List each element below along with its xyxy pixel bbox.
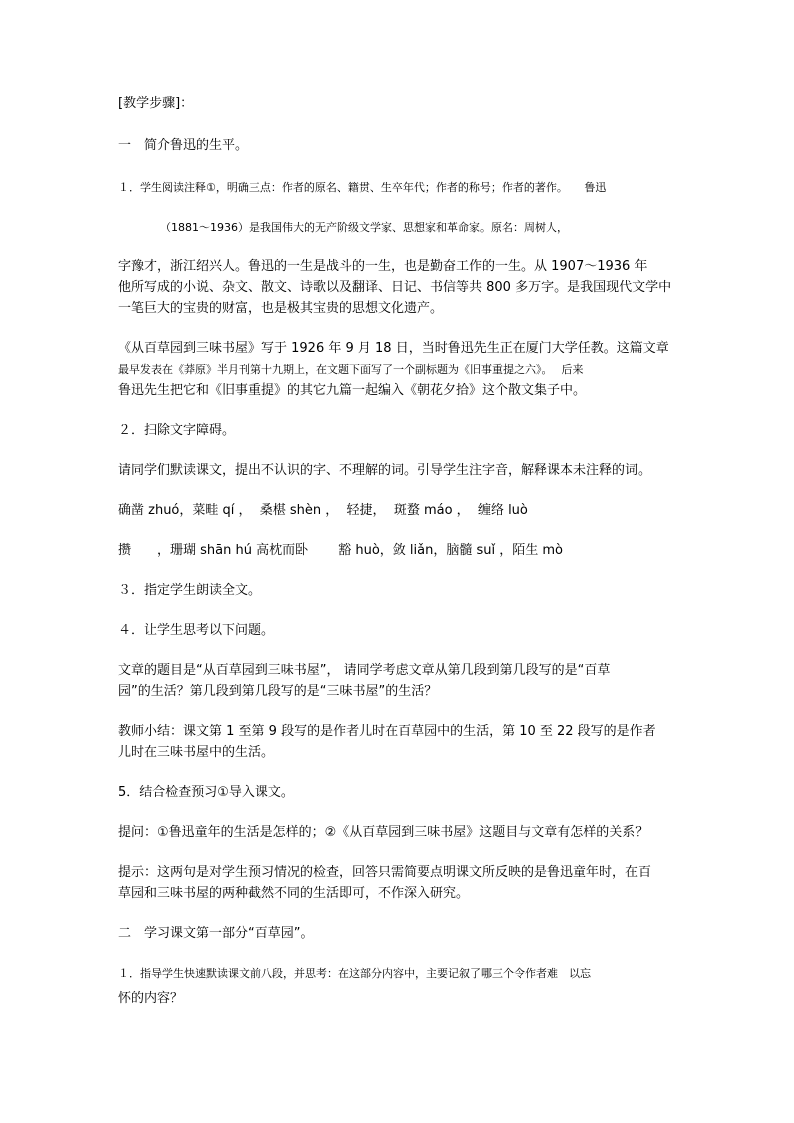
vocabulary-line: 攒 ，珊瑚 shān hú 高枕而卧 豁 huò，敛 liǎn，脑髓 suǐ ，陌生 mò (118, 543, 563, 558)
paragraph-line: 提示：这两句是对学生预习情况的检查，回答只需简要点明课文所反映的是鲁迅童年时，在百 (118, 865, 652, 880)
paragraph-line: 草园和三味书屋的两种截然不同的生活即可，不作深入研究。 (118, 886, 470, 901)
paragraph-line: 《从百草园到三味书屋》写于 1926 年 9 月 18 日，当时鲁迅先生正在厦门大学任教。这篇文章 (118, 341, 669, 356)
paragraph-line: 请同学们默读课文，提出不认识的字、不理解的词。引导学生注字音，解释课本未注释的词。 (118, 463, 652, 478)
paragraph-line: 园”的生活？第几段到第几段写的是“三味书屋”的生活？ (118, 684, 438, 699)
paragraph-line: 字豫才，浙江绍兴人。鲁迅的一生是战斗的一生，也是勤奋工作的一生。从 1907～1936 年 (118, 259, 648, 274)
subheading: ３．指定学生朗读全文。 (118, 583, 262, 598)
subheading: ２．扫除文字障碍。 (118, 423, 236, 438)
section-heading-steps: [教学步骤]： (118, 96, 194, 111)
paragraph-line: 儿时在三味书屋中的生活。 (118, 745, 275, 760)
paragraph-line: 提问：①鲁迅童年的生活是怎样的；②《从百草园到三味书屋》这题目与文章有怎样的关系？ (118, 825, 649, 840)
paragraph-line: （1881～1936）是我国伟大的无产阶级文学家、思想家和革命家。原名：周树人， (160, 221, 568, 234)
paragraph-line: １．指导学生快速默读课文前八段，并思考：在这部分内容中，主要记叙了哪三个令作者难 以忘 (118, 967, 591, 980)
paragraph-line: 文章的题目是“从百草园到三味书屋”， 请同学考虑文章从第几段到第几段写的是“百草 (118, 663, 611, 678)
paragraph-line: 怀的内容？ (118, 991, 184, 1006)
section-heading-one: 一 简介鲁迅的生平。 (118, 138, 249, 153)
paragraph-line: １．学生阅读注释①，明确三点：作者的原名、籍贯、生卒年代；作者的称号；作者的著作。 鲁迅 (118, 181, 607, 194)
subheading: ４．让学生思考以下问题。 (118, 623, 275, 638)
paragraph-line: 一笔巨大的宝贵的财富，也是极其宝贵的思想文化遗产。 (118, 301, 444, 316)
subheading: 5．结合检查预习①导入课文。 (118, 785, 294, 800)
paragraph-line: 他所写成的小说、杂文、散文、诗歌以及翻译、日记、书信等共 800 多万字。是我国现代文学中 (118, 280, 672, 295)
paragraph-line: 教师小结：课文第 1 至第 9 段写的是作者儿时在百草园中的生活，第 10 至 22 段写的是作者 (118, 724, 656, 739)
vocabulary-line: 确凿 zhuó，菜畦 qí ， 桑椹 shèn ， 轻捷， 斑蝥 máo ， 缠络 luò (118, 503, 528, 518)
paragraph-line: 鲁迅先生把它和《旧事重提》的其它九篇一起编入《朝花夕拾》这个散文集子中。 (118, 383, 587, 398)
section-heading-two: 二 学习课文第一部分“百草园”。 (118, 926, 314, 941)
paragraph-line: 最早发表在《莽原》半月刊第十九期上，在文题下面写了一个副标题为《旧事重提之六》。 后来 (118, 363, 584, 376)
